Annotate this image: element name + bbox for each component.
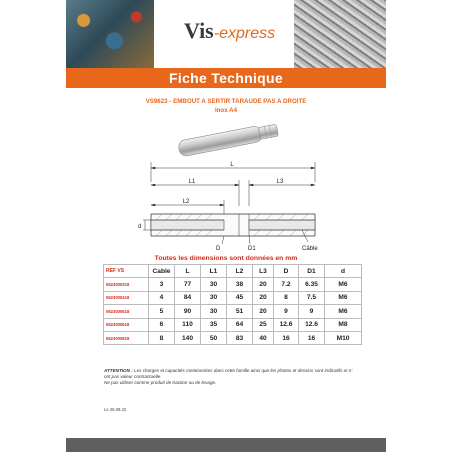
cell: 8 [274, 291, 299, 304]
cell: 16 [274, 331, 299, 344]
label-D: D [216, 246, 221, 252]
cell: 12.6 [274, 318, 299, 331]
cell-ref: 0623000618 [104, 318, 149, 331]
cell: 50 [201, 331, 227, 344]
cell: 140 [175, 331, 201, 344]
cell: 45 [227, 291, 253, 304]
technical-drawing [132, 158, 332, 254]
label-L2: L2 [182, 199, 190, 205]
product-title: VS9623 - EMBOUT A SERTIR TARAUDE PAS A DROITE [145, 98, 307, 105]
document-date: Le 26.08.22 [104, 407, 127, 412]
cell: 7.2 [274, 278, 299, 291]
cell: M10 [325, 331, 362, 344]
disclaimer-text: Les charges et capacités mentionnées dans cette famille ainsi que les photos et dessins sont indicatifs et n' ont pas valeur contractuelle. [104, 368, 353, 379]
cell: 30 [201, 278, 227, 291]
disclaimer [104, 368, 354, 386]
cell: 64 [227, 318, 253, 331]
cell: 40 [253, 331, 274, 344]
cell: 16 [299, 331, 325, 344]
cell: 90 [175, 305, 201, 318]
cell: 5 [149, 305, 175, 318]
cell: 35 [201, 318, 227, 331]
col-header: L2 [227, 265, 253, 278]
cell: 51 [227, 305, 253, 318]
cell: 9 [274, 305, 299, 318]
label-d: d [138, 224, 142, 230]
header-photo-screws [294, 0, 386, 68]
dimensions-table [103, 264, 362, 345]
band-title: Fiche Technique [169, 70, 283, 86]
cell-ref: 0623000518 [104, 305, 149, 318]
label-D1: D1 [248, 246, 256, 252]
col-header: REF VS [104, 265, 149, 278]
cell: 6 [149, 318, 175, 331]
label-cable: Câble [302, 246, 318, 252]
disclaimer-warning: Ne pas utiliser comme produit de traction ou de levage. [104, 380, 217, 385]
cell: 25 [253, 318, 274, 331]
brand-logo [184, 18, 275, 44]
cell: 38 [227, 278, 253, 291]
cell-ref: 0623000818 [104, 331, 149, 344]
cell: 8 [149, 331, 175, 344]
table-row [104, 331, 362, 344]
cell: 6.35 [299, 278, 325, 291]
cell: 20 [253, 291, 274, 304]
cell: M6 [325, 291, 362, 304]
cell: 3 [149, 278, 175, 291]
cell: 84 [175, 291, 201, 304]
table-caption: Toutes les dimensions sont données en mm [154, 255, 298, 262]
cell: 12.6 [299, 318, 325, 331]
label-L3: L3 [276, 179, 284, 185]
cell: 20 [253, 305, 274, 318]
col-header: D1 [299, 265, 325, 278]
col-header: Cable [149, 265, 175, 278]
logo-main: Vis [184, 18, 214, 43]
table-row [104, 318, 362, 331]
attention-label: ATTENTION : [104, 368, 133, 373]
cell: 7.5 [299, 291, 325, 304]
cell: 83 [227, 331, 253, 344]
cell: 9 [299, 305, 325, 318]
product-image [126, 117, 326, 161]
datasheet-page [66, 0, 386, 452]
label-L1: L1 [188, 179, 196, 185]
cell: 4 [149, 291, 175, 304]
col-header: L [175, 265, 201, 278]
label-L: L [230, 162, 234, 168]
table-row [104, 291, 362, 304]
table-header-row [104, 265, 362, 278]
col-header: L3 [253, 265, 274, 278]
cell: M6 [325, 305, 362, 318]
header-photo-tools [66, 0, 154, 68]
cell: M6 [325, 278, 362, 291]
cell: 30 [201, 305, 227, 318]
cell-ref: 0623000318 [104, 278, 149, 291]
cell: 30 [201, 291, 227, 304]
col-header: d [325, 265, 362, 278]
cell-ref: 0623000418 [104, 291, 149, 304]
cell: M8 [325, 318, 362, 331]
table-row [104, 278, 362, 291]
col-header: L1 [201, 265, 227, 278]
cell: 110 [175, 318, 201, 331]
title-band [66, 68, 386, 88]
table-row [104, 305, 362, 318]
cell: 77 [175, 278, 201, 291]
header [66, 0, 386, 68]
logo-accent: -express [213, 25, 276, 42]
product-material: Inox A4 [214, 107, 238, 114]
cell: 20 [253, 278, 274, 291]
col-header: D [274, 265, 299, 278]
footer-bar [66, 438, 386, 452]
